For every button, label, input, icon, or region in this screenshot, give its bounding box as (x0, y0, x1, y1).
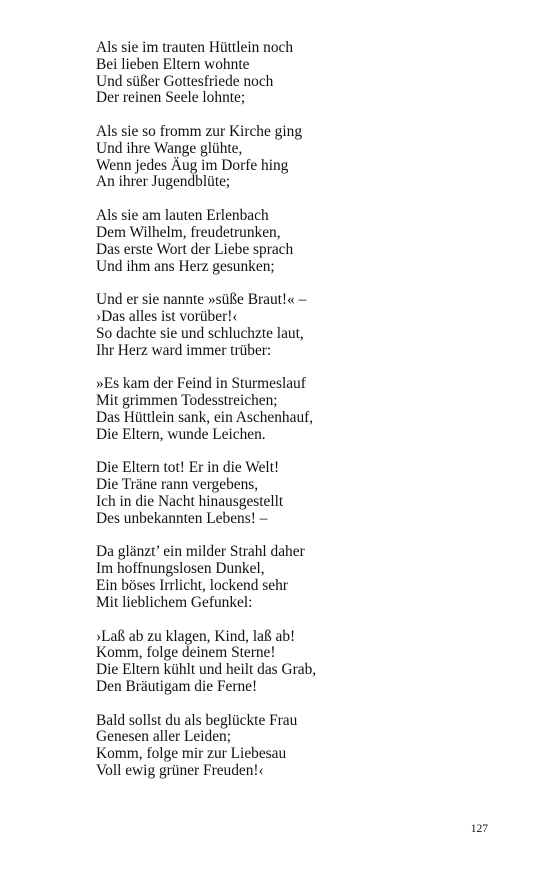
poem-body (96, 40, 496, 797)
poem-line: Und er sie nannte »süße Braut!« – (96, 291, 307, 309)
poem-line: Ich in die Nacht hinausgestellt (96, 492, 284, 510)
poem-line: Komm, folge deinem Sterne! (96, 644, 276, 662)
stanza-3 (96, 208, 496, 275)
poem-line: Bald sollst du als beglückte Frau (96, 711, 298, 729)
poem-line: Den Bräutigam die Ferne! (96, 677, 258, 695)
poem-line: ›Das alles ist vorüber!‹ (96, 308, 238, 326)
poem-line: Als sie so fromm zur Kirche ging (96, 123, 303, 141)
poem-line: Komm, folge mir zur Liebesau (96, 745, 287, 763)
poem-line: »Es kam der Feind in Sturmeslauf (96, 375, 306, 393)
poem-line: Als sie im trauten Hüttlein noch (96, 39, 294, 56)
poem-line: Dem Wilhelm, freudetrunken, (96, 223, 281, 241)
poem-line: Wenn jedes Äug im Dorfe hing (96, 156, 289, 174)
stanza-2 (96, 124, 496, 191)
poem-line: Bei lieben Eltern wohnte (96, 55, 250, 73)
poem-line: Ihr Herz ward immer trüber: (96, 341, 272, 359)
stanza-8 (96, 629, 496, 696)
poem-line: Die Eltern tot! Er in die Welt! (96, 459, 280, 477)
poem-line: Voll ewig grüner Freuden!‹ (96, 762, 264, 780)
stanza-5 (96, 376, 496, 443)
poem-line: Die Träne rann vergebens, (96, 476, 259, 494)
stanza-7 (96, 544, 496, 611)
stanza-1 (96, 40, 496, 107)
poem-line: Und süßer Gottesfriede noch (96, 72, 274, 90)
poem-line: Die Eltern kühlt und heilt das Grab, (96, 661, 317, 679)
poem-line: Mit grimmen Todesstreichen; (96, 392, 278, 410)
poem-line: Und ihm ans Herz gesunken; (96, 257, 275, 275)
poem-line: Mit lieblichem Gefunkel: (96, 593, 253, 611)
poem-line: Die Eltern, wunde Leichen. (96, 425, 266, 443)
poem-line: Und ihre Wange glühte, (96, 139, 243, 157)
poem-line: Der reinen Seele lohnte; (96, 89, 246, 107)
poem-line: Des unbekannten Lebens! – (96, 509, 268, 527)
stanza-6 (96, 460, 496, 527)
stanza-4 (96, 292, 496, 359)
poem-line: Das erste Wort der Liebe sprach (96, 240, 294, 258)
poem-line: Als sie am lauten Erlenbach (96, 207, 269, 225)
poem-line: An ihrer Jugendblüte; (96, 173, 231, 191)
poem-line: Genesen aller Leiden; (96, 728, 232, 746)
poem-line: Das Hüttlein sank, ein Aschenhauf, (96, 408, 314, 426)
poem-line: Da glänzt’ ein milder Strahl daher (96, 543, 305, 561)
poem-line: So dachte sie und schluchzte laut, (96, 324, 304, 342)
stanza-9 (96, 713, 496, 780)
poem-line: Im hoffnungslosen Dunkel, (96, 560, 265, 578)
poem-line: Ein böses Irrlicht, lockend sehr (96, 577, 288, 595)
poem-line: ›Laß ab zu klagen, Kind, laß ab! (96, 627, 296, 645)
page-number: 127 (470, 823, 488, 835)
